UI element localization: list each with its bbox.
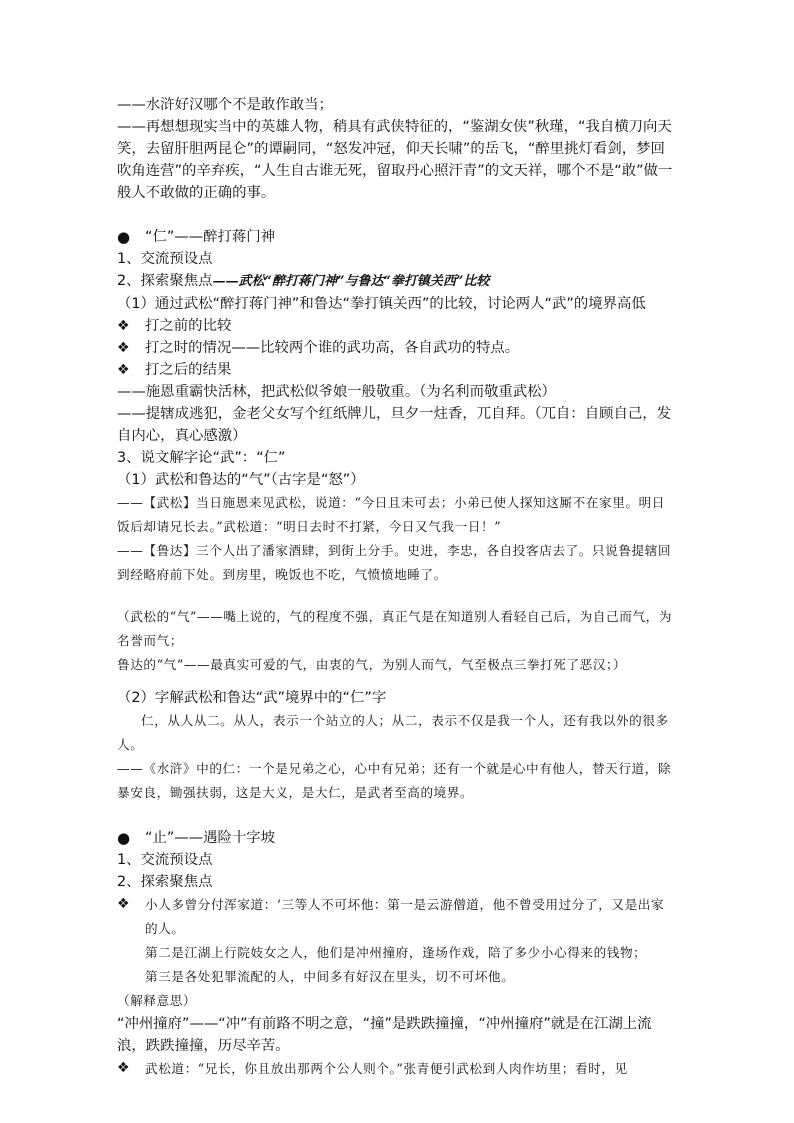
ren-item-2: 2、探索聚焦点——武松“醉打蒋门神”与鲁达“拳打镇关西”比较 bbox=[117, 273, 490, 289]
ren-note-1: （武松的“气”——嘴上说的，气的程度不强，真正气是在知道别人看轻自己后，为自己而气，为名誉而气； bbox=[117, 609, 673, 648]
ren-q2: （2）字解武松和鲁达“武”境界中的“仁”字 bbox=[117, 690, 387, 706]
zhi-bullet-1-line-3: 第三是各处犯罪流配的人，中间多有好汉在里头，切不可坏他。 bbox=[145, 969, 515, 984]
ren-q2-paragraph-2: ——《水浒》中的仁：一个是兄弟之心，心中有兄弟；还有一个就是心中有他人，替天行道，除暴安良，锄强扶弱，这是大义，是大仁，是武者至高的境界。 bbox=[117, 761, 672, 800]
ren-note-2: 鲁达的“气”——最真实可爱的气，由衷的气，为别人而气，气至极点三拳打死了恶汉；） bbox=[117, 657, 627, 672]
diamond-icon: ❖ bbox=[117, 340, 130, 356]
document-page bbox=[117, 94, 677, 1081]
ren-item-1: 1、交流预设点 bbox=[117, 251, 213, 267]
section-ren-title: “仁”——醉打蒋门神 bbox=[145, 229, 276, 245]
intro-line-1: ——水浒好汉哪个不是敢作敢当； bbox=[117, 97, 333, 113]
zhi-item-1: 1、交流预设点 bbox=[117, 852, 213, 868]
section-zhi-title: “止”——遇险十字坡 bbox=[145, 830, 276, 846]
ren-bullet-3: ❖ 打之后的结果 bbox=[117, 359, 677, 381]
ren-dash-1: ——施恩重霸快活林，把武松似爷娘一般敬重。（为名利而敬重武松） bbox=[117, 384, 556, 400]
zhi-explain: “冲州撞府”——“冲”有前路不明之意，“撞”是跌跌撞撞，“冲州撞府”就是在江湖上流浪，跌跌撞撞，历尽辛苦。 bbox=[117, 1016, 652, 1054]
section-zhi-heading bbox=[117, 827, 677, 849]
ren-dash-2: ——提辖成逃犯，金老父女写个红纸牌儿，旦夕一炷香，兀自拜。（兀自：自顾自己，发自内心，真心感激） bbox=[117, 406, 672, 444]
ren-q2-paragraph-1: 仁，从人从二。从人，表示一个站立的人；从二，表示不仅是我一个人，还有我以外的很多人。 bbox=[117, 713, 669, 752]
ren-bullet-1: ❖ 打之前的比较 bbox=[117, 315, 677, 337]
section-ren-heading bbox=[117, 226, 677, 248]
zhi-bullet-2: ❖ 武松道：“兄长，你且放出那两个公人则个。”张青便引武松到人肉作坊里；看时，见 bbox=[117, 1057, 677, 1081]
ren-item-3: 3、说文解字论“武”：“仁” bbox=[117, 450, 286, 466]
ren-item-2-bold: ——武松“醉打蒋门神”与鲁达“拳打镇关西”比较 bbox=[212, 274, 490, 289]
diamond-icon: ❖ bbox=[117, 1060, 130, 1076]
ren-q1-wusong: ——【武松】当日施恩来见武松，说道：“今日且未可去；小弟已使人探知这厮不在家里。明日饭后却请兄长去。”武松道：“明日去时不打紧，今日又气我一日！” bbox=[117, 495, 665, 534]
diamond-icon: ❖ bbox=[117, 318, 130, 334]
ren-paragraph-1: （1）通过武松“醉打蒋门神”和鲁达“拳打镇关西”的比较，讨论两人“武”的境界高低 bbox=[117, 296, 646, 312]
bullet-icon: ● bbox=[117, 829, 131, 847]
ren-q1: （1）武松和鲁达的“气”（古字是“怒”） bbox=[117, 472, 365, 488]
diamond-icon: ❖ bbox=[117, 896, 130, 912]
zhi-explain-label: （解释意思） bbox=[117, 993, 197, 1008]
ren-bullet-2: ❖ 打之时的情况——比较两个谁的武功高，各自武功的特点。 bbox=[117, 337, 677, 359]
diamond-icon: ❖ bbox=[117, 362, 130, 378]
intro-line-2: ——再想想现实当中的英雄人物，稍具有武侠特征的，“鉴湖女侠”秋瑾，“我自横刀向天笑，去留肝胆两昆仑”的谭嗣同，“怒发冲冠，仰天长啸”的岳飞，“醉里挑灯看剑，梦回吹角连营”的辛弃疾，“人生自古谁无死，留取丹心照汗青”的文天祥，哪个不是“敢”做一般人不敢做的正确的事。 bbox=[117, 119, 673, 201]
ren-q1-luda: ——【鲁达】三个人出了潘家酒肆，到街上分手。史进，李忠，各自投客店去了。只说鲁提辖回到经略府前下处。到房里，晚饭也不吃，气愤愤地睡了。 bbox=[117, 543, 672, 582]
bullet-icon: ● bbox=[117, 228, 131, 246]
zhi-bullet-1-line-2: 第二是江湖上行院妓女之人，他们是冲州撞府，逢场作戏，陪了多少小心得来的钱物； bbox=[145, 945, 647, 960]
zhi-item-2: 2、探索聚焦点 bbox=[117, 874, 213, 890]
zhi-bullet-1: ❖ 小人多曾分付浑家道：‘三等人不可坏他：第一是云游僧道，他不曾受用过分了，又是出家的人。 bbox=[117, 893, 677, 941]
